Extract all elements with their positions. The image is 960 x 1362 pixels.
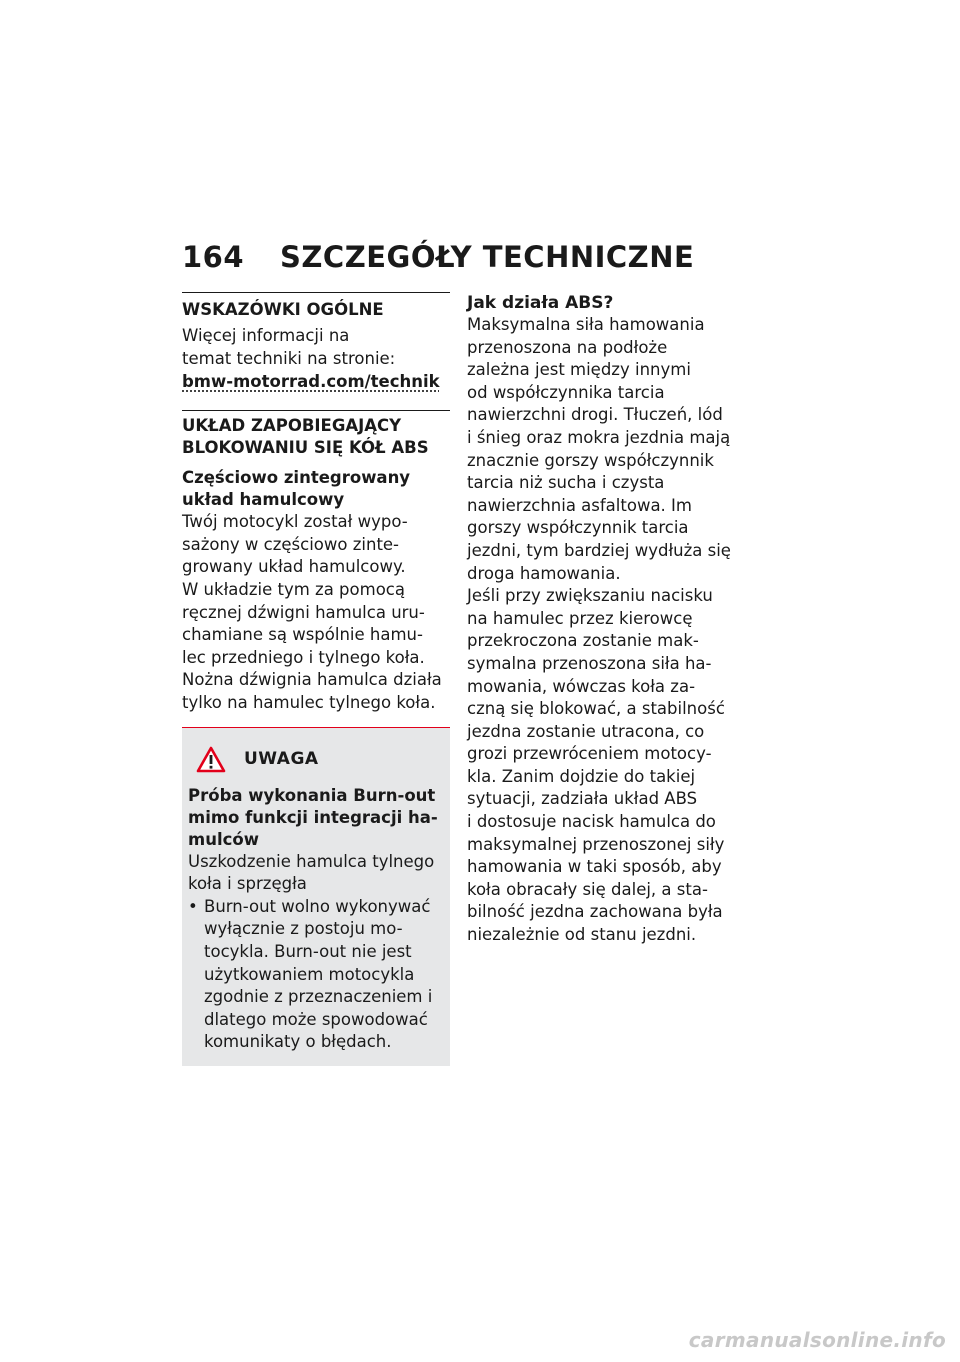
warning-bullet-text: Burn-out wolno wykonywać wyłącznie z postoju mo- tocykla. Burn-out nie jest użytkowaniem motocykla zgodnie z przeznaczeniem i dlatego może spowodować komunikaty o błędach. xyxy=(204,896,433,1052)
left-column xyxy=(182,292,450,1066)
page-number: 164 xyxy=(182,240,245,274)
bullet-dot-icon: • xyxy=(188,896,198,916)
section-heading-general: WSKAZÓWKI OGÓLNE xyxy=(182,300,384,319)
warning-header xyxy=(188,746,440,773)
section-heading-abs: UKŁAD ZAPOBIEGAJĄCY BLOKOWANIU SIĘ KÓŁ ABS xyxy=(182,416,429,458)
abs-text: Twój motocykl został wypo- sażony w częściowo zinte- growany układ hamulcowy. W układzie tym za pomocą ręcznej dźwigni hamulca uru- chamiane są wspólnie hamu- lec przedniego i tylnego koła. Nożna dźwignia hamulca działa tylko na hamulec tylnego koła. xyxy=(182,512,442,712)
abs-how-heading: Jak działa ABS? xyxy=(467,293,614,313)
section-divider xyxy=(182,410,450,411)
section-divider xyxy=(182,292,450,293)
warning-bullet xyxy=(188,896,440,1054)
general-text: Więcej informacji na temat techniki na stronie: xyxy=(182,326,396,368)
technik-link[interactable]: bmw-motorrad.com/technik xyxy=(182,372,440,392)
right-column xyxy=(467,292,747,947)
warning-text: Uszkodzenie hamulca tylnego koła i sprzęgła xyxy=(188,851,435,894)
page-title: SZCZEGÓŁY TECHNICZNE xyxy=(280,240,695,274)
subheading-partial-integral: Częściowo zintegrowany układ hamulcowy xyxy=(182,468,411,510)
page-header xyxy=(182,240,742,274)
abs-how-paragraph-1: Maksymalna siła hamowania przenoszona na podłoże zależna jest między innymi od współczynnika tarcia nawierzchni drogi. Tłuczeń, lód i śnieg oraz mokra jezdnia mają znacznie gorszy współczynnik tarcia niż sucha i czysta nawierzchnia asfaltowa. Im gorszy współczynnik tarcia jezdni, tym bardziej wydłuża się droga hamowania. xyxy=(467,315,731,583)
abs-how-paragraph-2: Jeśli przy zwiększaniu nacisku na hamulec przez kierowcę przekroczona zostanie mak- symalna przenoszona siła ha- mowania, wówczas koła za- czną się blokować, a stabilność jezdna zostanie utracona, co grozi przewróceniem motocy- kla. Zanim dojdzie do takiej sytuacji, zadziała układ ABS i dostosuje nacisk hamulca do maksymalnej przenoszonej siły hamowania w taki sposób, aby koła obracały się dalej, a sta- bilność jezdna zachowana była niezależnie od stanu jezdni. xyxy=(467,586,725,945)
warning-title: UWAGA xyxy=(244,749,319,770)
watermark: carmanualsonline.info xyxy=(688,1328,946,1352)
warning-subheading: Próba wykonania Burn-out mimo funkcji integracji ha- mulców xyxy=(188,785,438,849)
warning-box xyxy=(182,727,450,1066)
warning-triangle-icon xyxy=(196,746,226,773)
